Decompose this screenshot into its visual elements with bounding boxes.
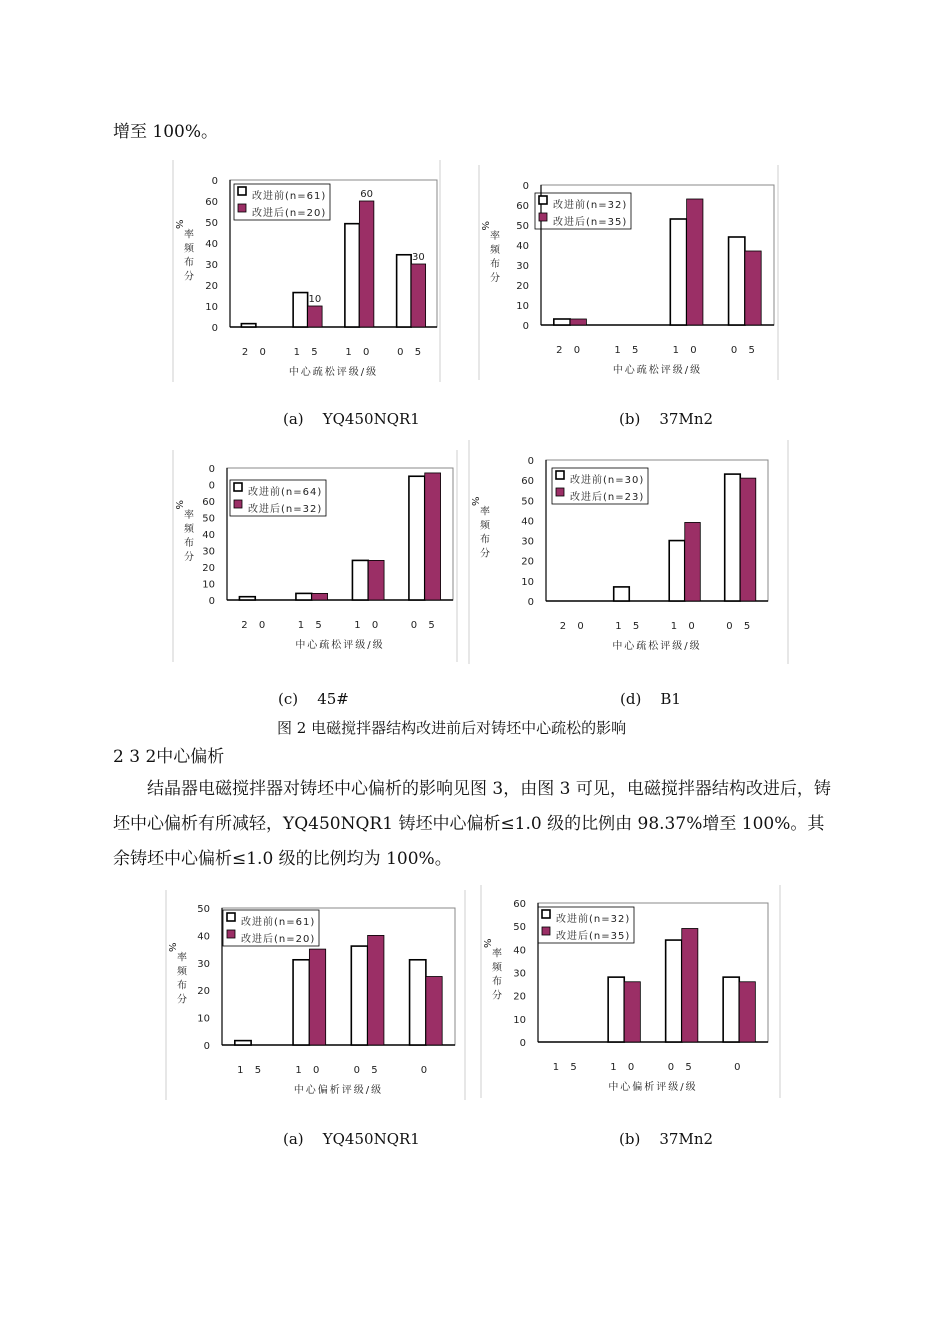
y-axis-label-char: 频 [177,966,187,978]
y-tick-label: 60 [513,899,526,910]
subcaption-label: (c) [278,690,299,708]
bar-before [351,946,367,1045]
bar-after [368,560,384,600]
y-tick-label: 0 [208,480,215,492]
y-tick-label: 60 [202,497,215,508]
fig2c-svg [172,450,462,662]
legend-label: 改进前(n=64) [248,487,323,498]
legend-label: 改进前(n=61) [241,917,316,928]
bar-before [235,1041,251,1045]
subcaption-label: (d) [620,690,642,708]
y-tick-label: 10 [516,301,529,312]
subcaption-label: (b) [619,410,641,428]
subcaption-label: (b) [619,1130,641,1148]
data-label: 10 [308,294,322,305]
legend-label: 改进后(n=35) [553,217,628,228]
legend [535,193,631,229]
subcaption-2b [619,409,713,429]
bar-before [723,977,739,1042]
y-tick-label: 0 [522,181,529,192]
x-axis-label: 中心偏析评级/级 [608,1082,698,1093]
y-axis-label-char: 布 [177,980,187,992]
legend-swatch-after [539,213,547,221]
bar-before [554,319,570,325]
y-axis-label [479,221,501,284]
y-tick-label: 10 [205,302,218,313]
subcaption-label: (a) [283,410,304,428]
bar-before [293,960,309,1045]
x-tick-label: 2 0 [559,621,588,632]
fig3a-svg [165,890,470,1100]
subcaption-name: 37Mn2 [659,1130,714,1148]
x-tick-label: 1 5 [614,345,643,356]
y-axis-label [173,500,195,563]
x-tick-label: 1 0 [610,1062,639,1073]
data-label: 60 [360,189,373,200]
legend-swatch-before [539,196,547,204]
x-tick-label: 1 0 [672,345,701,356]
bar-after [739,982,755,1042]
y-tick-label: 30 [197,958,210,970]
y-tick-label: 0 [203,1041,210,1052]
data-label: 30 [412,252,425,263]
y-axis-label-char: 率 [480,506,490,518]
legend-label: 改进前(n=32) [556,914,631,925]
x-axis-label: 中心疏松评级/级 [612,641,702,652]
y-tick-label: 50 [197,904,210,915]
y-tick-label: 40 [513,945,526,957]
x-tick-label: 1 5 [297,620,326,631]
x-tick-label: 1 0 [345,347,374,358]
bar-after [740,478,756,601]
legend-label: 改进前(n=30) [570,475,645,486]
y-axis-label-char: % [469,496,480,507]
y-tick-label: 0 [211,323,218,334]
bar-before [670,219,686,325]
y-tick-label: 0 [527,456,534,467]
x-tick-label: 2 0 [241,347,270,358]
y-axis-label-char: 率 [184,510,194,521]
bar-after [687,199,703,325]
y-axis-label-char: 布 [184,257,194,269]
y-tick-label: 50 [202,513,215,525]
fig3a-chart [165,890,470,1100]
y-axis-label-char: 分 [492,990,502,1002]
x-tick-label: 1 0 [354,620,383,631]
y-axis-label-char: 频 [480,520,490,532]
fig2d-chart [468,440,790,664]
y-axis-label [173,220,195,283]
legend-label: 改进前(n=61) [252,191,327,202]
x-axis-label: 中心疏松评级/级 [612,365,703,376]
subcaption-3b [619,1129,713,1149]
legend [234,184,330,220]
y-tick-label: 10 [521,576,534,588]
section-heading: 2 3 2中心偏析 [113,747,225,767]
x-axis-label: 中心疏松评级/级 [295,640,385,651]
bar-after [426,977,442,1046]
subcaption-name: B1 [660,690,681,708]
y-tick-label: 40 [205,239,218,250]
fig3b-chart [480,885,786,1098]
legend-label: 改进后(n=20) [252,208,327,219]
y-axis-label [469,497,491,560]
subcaption-3a [283,1129,420,1149]
y-tick-label: 50 [513,922,526,934]
bar-after [308,306,322,327]
y-tick-label: 0 [211,176,218,187]
x-tick-label: 2 0 [241,620,270,631]
x-tick-label: 0 5 [730,345,759,356]
fig2b-svg [478,165,780,380]
x-tick-label: 2 0 [556,345,585,356]
bar-before [239,597,255,600]
bar-before [345,224,359,327]
bar-after [745,251,761,325]
y-tick-label: 50 [205,218,218,229]
legend-swatch-after [238,204,246,212]
y-axis-label [166,943,188,1006]
bar-before [241,324,255,327]
text-line: 增至 100%。 [113,122,219,142]
y-tick-label: 30 [521,536,534,548]
y-tick-label: 0 [522,321,529,332]
fig2d-svg [468,440,790,664]
subcaption-2a [283,409,420,429]
x-tick-label: 1 5 [615,621,644,632]
legend-swatch-after [227,930,235,938]
bar-before [725,474,741,601]
y-tick-label: 10 [202,579,215,591]
y-axis-label-char: % [173,500,184,510]
y-axis-label-char: 分 [184,552,194,563]
fig2a-svg [172,160,454,382]
bar-before [352,560,368,600]
y-tick-label: 20 [205,281,218,292]
y-axis-label-char: % [166,942,177,953]
y-tick-label: 0 [208,464,215,475]
y-tick-label: 20 [516,281,529,292]
y-axis-label-char: 分 [480,548,490,560]
y-axis-label-char: % [173,219,184,230]
x-tick-label: 1 5 [237,1065,266,1076]
x-tick-label: 0 5 [353,1065,382,1076]
bar-before [410,960,426,1045]
x-tick-label: 0 [734,1062,745,1073]
x-tick-label: 0 5 [410,620,439,631]
x-tick-label: 1 5 [552,1062,581,1073]
y-axis-label-char: 分 [177,994,187,1006]
x-tick-label: 1 0 [670,621,699,632]
y-tick-label: 40 [197,931,210,943]
bar-before [669,541,685,601]
body-paragraph: 结晶器电磁搅拌器对铸坯中心偏析的影响见图 3，由图 3 可见，电磁搅拌器结构改进后，铸坯中心偏析有所减轻，YQ450NQR1 铸坯中心偏析≤1.0 级的比例由 98.37%增至 100%。其余铸坯中心偏析≤1.0 级的比例均为 100%。 [113,779,831,869]
y-axis-label-char: 频 [492,962,502,974]
x-tick-label: 1 5 [293,347,322,358]
y-axis-label-char: 率 [492,948,502,960]
y-tick-label: 20 [513,991,526,1003]
y-tick-label: 30 [202,546,215,558]
legend-swatch-before [227,913,235,921]
x-axis-label: 中心偏析评级/级 [293,1085,384,1096]
x-tick-label: 0 [420,1065,432,1076]
bar-before [614,587,630,601]
y-axis-label-char: 布 [492,976,502,988]
y-axis-label-char: 率 [177,952,187,964]
legend-label: 改进后(n=32) [248,504,323,515]
legend-label: 改进前(n=32) [553,200,628,211]
y-tick-label: 30 [516,261,529,272]
y-tick-label: 20 [202,563,215,574]
bar-after [309,949,325,1045]
subcaption-name: 45# [317,690,349,708]
y-tick-label: 0 [527,597,534,608]
y-tick-label: 10 [197,1013,210,1025]
y-axis-label-char: % [479,221,490,231]
subcaption-label: (a) [283,1130,304,1148]
y-axis-label-char: 布 [184,538,194,549]
y-axis-label-char: 分 [490,273,500,284]
y-tick-label: 50 [521,496,534,508]
y-axis-label-char: 频 [184,243,194,255]
fig3b-svg [480,885,786,1098]
legend-label: 改进后(n=20) [241,934,316,945]
bar-before [296,593,312,600]
y-tick-label: 60 [205,197,218,208]
y-axis-label-char: 率 [184,229,194,241]
y-tick-label: 0 [208,596,215,607]
bar-after [425,473,441,600]
y-tick-label: 50 [516,221,529,232]
bar-after [624,982,640,1042]
x-axis-label: 中心疏松评级/级 [288,367,379,378]
legend [230,480,326,516]
bar-before [608,977,624,1042]
fig2b-chart [478,165,780,380]
y-axis-label-char: 率 [490,231,500,242]
y-tick-label: 20 [521,556,534,568]
subcaption-name: YQ450NQR1 [322,1130,420,1148]
y-tick-label: 20 [197,986,210,998]
x-tick-label: 0 5 [397,347,426,358]
y-axis-label-char: 布 [490,259,500,270]
legend-swatch-after [556,488,564,496]
legend-swatch-before [542,910,550,918]
subcaption-2c [278,689,349,709]
legend-swatch-after [234,500,242,508]
legend-swatch-before [238,187,246,195]
bar-after [411,264,425,327]
y-tick-label: 30 [205,260,218,271]
y-tick-label: 30 [513,968,526,980]
legend [223,910,319,946]
x-tick-label: 1 0 [295,1065,324,1076]
bar-before [409,476,425,600]
y-tick-label: 10 [513,1014,526,1026]
fig2a-chart [172,160,454,382]
legend [552,468,648,504]
subcaption-2d [620,689,681,709]
y-axis-label-char: % [481,938,492,949]
x-tick-label: 0 5 [667,1062,696,1073]
y-tick-label: 60 [516,201,529,212]
y-axis-label-char: 频 [184,524,194,535]
figure-2-caption: 图 2 电磁搅拌器结构改进前后对铸坯中心疏松的影响 [277,719,627,737]
y-axis-label [481,939,503,1002]
bar-before [666,940,682,1042]
bar-after [682,928,698,1042]
legend-swatch-before [234,483,242,491]
y-tick-label: 0 [519,1038,526,1049]
x-tick-label: 0 5 [726,621,755,632]
bar-after [312,593,328,600]
y-tick-label: 40 [521,516,534,528]
y-axis-label-char: 布 [480,534,490,546]
subcaption-name: 37Mn2 [659,410,714,428]
legend-swatch-before [556,471,564,479]
bar-before [293,293,307,327]
bar-before [729,237,745,325]
fig2c-chart [172,450,462,662]
legend-label: 改进后(n=35) [556,931,631,942]
legend [538,907,634,943]
bar-after [359,201,373,327]
subcaption-name: YQ450NQR1 [322,410,420,428]
y-tick-label: 40 [516,241,529,252]
y-tick-label: 40 [202,530,215,541]
legend-swatch-after [542,927,550,935]
bar-after [685,522,701,601]
bar-after [368,935,384,1045]
y-axis-label-char: 频 [490,245,500,256]
bar-before [397,255,411,327]
y-axis-label-char: 分 [184,271,194,283]
y-tick-label: 60 [521,476,534,488]
bar-after [570,319,586,325]
legend-label: 改进后(n=23) [570,492,645,503]
